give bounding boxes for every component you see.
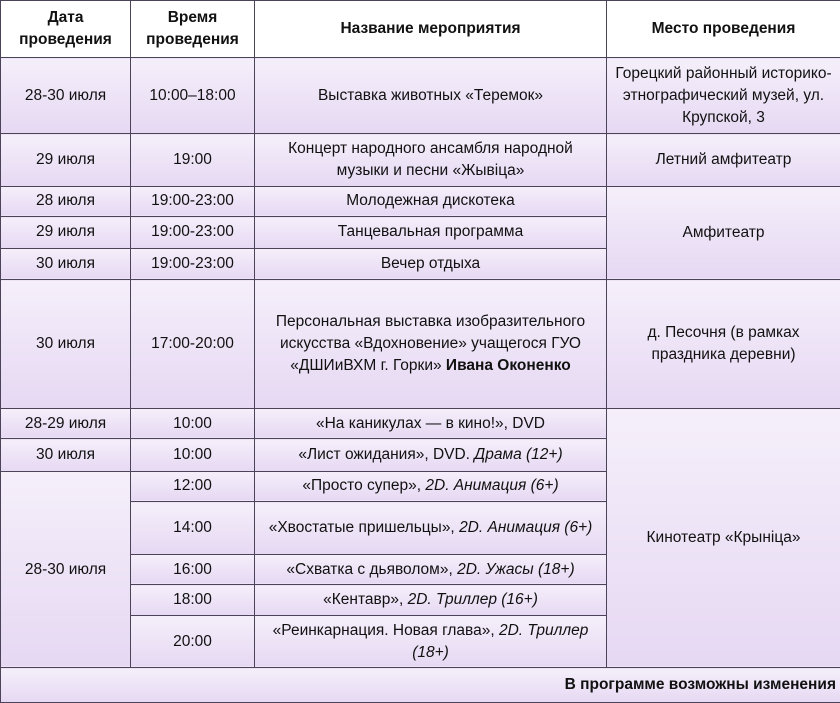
footer-row (1, 668, 840, 703)
cell-event (255, 585, 607, 615)
table-row (1, 186, 840, 216)
event-text: Персональная выставка изобразительного искусства «Вдохновение» учащегося ГУО «ДШИиВХМ г. Горки» (275, 312, 586, 374)
cell-event: Молодежная дискотека (255, 186, 607, 216)
cell-time: 18:00 (131, 585, 255, 615)
table-row (1, 408, 840, 438)
cell-time: 10:00–18:00 (131, 58, 255, 134)
cell-event (255, 471, 607, 501)
cell-event (255, 615, 607, 668)
event-text: «Хвостатые пришельцы», (268, 519, 455, 537)
cell-date: 30 июля (1, 280, 131, 409)
cell-time: 10:00 (131, 439, 255, 471)
event-genre: Драма (12+) (474, 446, 563, 464)
cell-time: 16:00 (131, 554, 255, 584)
cell-time: 17:00-20:00 (131, 280, 255, 409)
table-row (1, 134, 840, 187)
table-row (1, 280, 840, 409)
event-text: «Кентавр», (323, 591, 404, 609)
event-person: Ивана Оконенко (445, 356, 571, 374)
header-event: Название мероприятия (255, 1, 607, 58)
cell-place: Летний амфитеатр (607, 134, 840, 187)
event-genre: 2D. Триллер (16+) (407, 591, 538, 609)
cell-date: 29 июля (1, 134, 131, 187)
event-genre: 2D. Триллер (18+) (412, 621, 589, 661)
cell-place: д. Песочня (в рамках праздника деревни) (607, 280, 840, 409)
cell-place: Амфитеатр (607, 186, 840, 279)
cell-event: Танцевальная программа (255, 217, 607, 248)
header-place: Место проведения (607, 1, 840, 58)
event-text: «Схватка с дьяволом», (286, 560, 453, 578)
cell-time: 19:00-23:00 (131, 248, 255, 279)
header-time: Время проведения (131, 1, 255, 58)
cell-time: 19:00 (131, 134, 255, 187)
cell-place: Горецкий районный историко-этнографический музей, ул. Крупской, 3 (607, 58, 840, 134)
header-date: Дата проведения (1, 1, 131, 58)
event-text: «Лист ожидания», DVD. (298, 446, 470, 464)
cell-date: 28-30 июля (1, 58, 131, 134)
cell-date: 30 июля (1, 439, 131, 471)
cell-time: 10:00 (131, 408, 255, 438)
cell-time: 14:00 (131, 502, 255, 555)
cell-date: 28-29 июля (1, 408, 131, 438)
event-genre: 2D. Ужасы (18+) (457, 560, 575, 578)
table-row (1, 58, 840, 134)
cell-event: Выставка животных «Теремок» (255, 58, 607, 134)
cell-event: «На каникулах — в кино!», DVD (255, 408, 607, 438)
cell-time: 19:00-23:00 (131, 217, 255, 248)
cell-place: Кинотеатр «Крыніца» (607, 408, 840, 668)
cell-event: Концерт народного ансамбля народной музыки и песни «Жывіца» (255, 134, 607, 187)
event-genre: 2D. Анимация (6+) (459, 519, 593, 537)
cell-date: 28-30 июля (1, 471, 131, 668)
header-row (1, 1, 840, 58)
event-genre: 2D. Анимация (6+) (425, 477, 559, 495)
event-text: «Просто супер», (302, 477, 422, 495)
cell-date: 30 июля (1, 248, 131, 279)
cell-date: 29 июля (1, 217, 131, 248)
changes-note: В программе возможны изменения (1, 668, 840, 703)
cell-time: 20:00 (131, 615, 255, 668)
cell-event (255, 554, 607, 584)
event-text: «Реинкарнация. Новая глава», (272, 621, 495, 639)
cell-event (255, 280, 607, 409)
cell-event: Вечер отдыха (255, 248, 607, 279)
cell-time: 12:00 (131, 471, 255, 501)
cell-event (255, 439, 607, 471)
cell-date: 28 июля (1, 186, 131, 216)
cell-event (255, 502, 607, 555)
cell-time: 19:00-23:00 (131, 186, 255, 216)
